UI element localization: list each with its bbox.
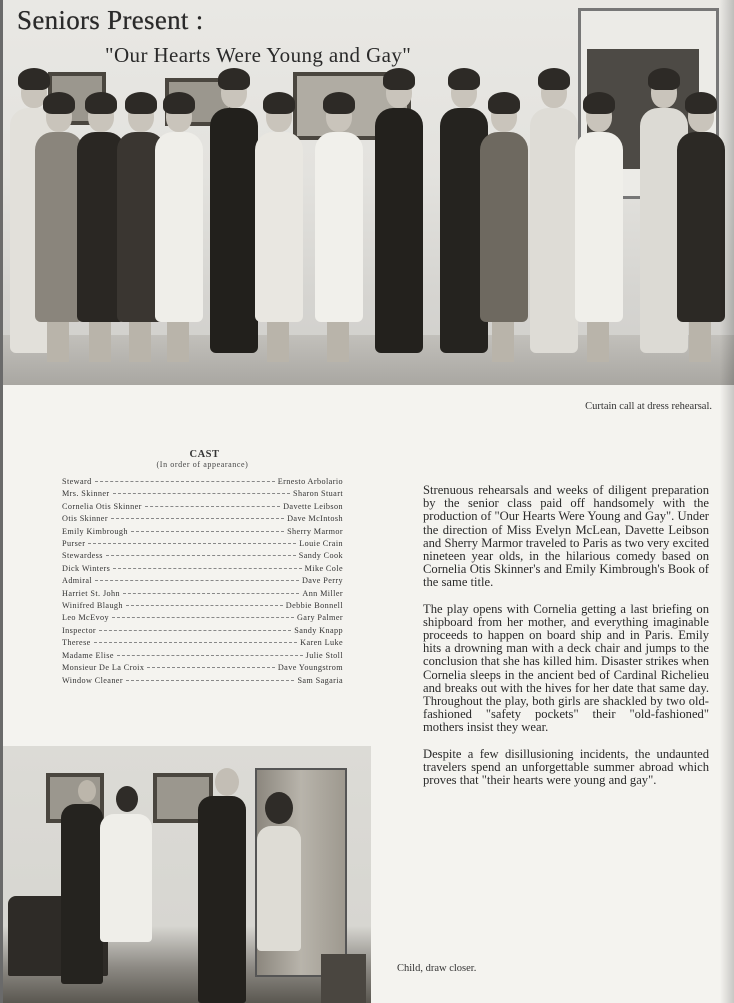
cast-actor: Sherry Marmor (287, 526, 343, 536)
cast-role: Cornelia Otis Skinner (62, 501, 142, 511)
cast-role: Otis Skinner (62, 514, 108, 524)
cast-role: Stewardess (62, 551, 103, 561)
cast-actor: Dave Youngstrom (277, 663, 343, 673)
actor-head (78, 780, 96, 802)
cast-actor: Karen Luke (300, 638, 343, 648)
cast-actor: Mike Cole (304, 563, 343, 573)
dot-leader (117, 655, 303, 656)
cast-role: Window Cleaner (62, 675, 123, 685)
dot-leader (95, 481, 275, 482)
cast-role: Mrs. Skinner (62, 489, 110, 499)
stage-floor (3, 335, 734, 385)
cast-row (62, 675, 343, 687)
cast-row (62, 650, 343, 662)
cast-actor: Julie Stoll (305, 650, 343, 660)
top-photo-caption: Curtain call at dress rehearsal. (585, 401, 712, 412)
dot-leader (113, 568, 301, 569)
cast-actor: Gary Palmer (296, 613, 343, 623)
cast-actor: Sam Sagaria (297, 675, 343, 685)
article-paragraph: Strenuous rehearsals and weeks of diligent preparation by the senior class paid off handsomely with the production of "Our Hearts Were Young and Gay". Under the direction of Miss Evelyn McLean, Davette Leibson and Sherry Marmor traveled to Paris as two very excited nineteen year olds, in the hilarious comedy based on Cornelia Otis Skinner's and Emily Kimbrough's Book of the same title. (423, 483, 709, 590)
cast-actor: Louie Crain (299, 539, 343, 549)
cast-row (62, 600, 343, 612)
cast-actor: Sandy Knapp (294, 625, 343, 635)
cast-role: Dick Winters (62, 563, 111, 573)
cast-role: Steward (62, 477, 92, 486)
cast-subheading: (In order of appearance) (156, 460, 249, 469)
cast-row (62, 538, 343, 550)
cast-role: Harriet St. John (62, 588, 121, 598)
actor-figure (61, 804, 103, 984)
dot-leader (147, 667, 275, 668)
cast-actor: Davette Leibson (283, 501, 343, 511)
cast-row (62, 501, 343, 513)
actor-head (116, 786, 138, 812)
cast-row (62, 612, 343, 624)
cast-row (62, 662, 343, 674)
article-paragraph: Despite a few disillusioning incidents, the undaunted travelers spend an unforgettable summer abroad which proves that "their hearts were young and gay". (423, 746, 709, 788)
cast-role: Inspector (62, 625, 97, 635)
cast-row (62, 550, 343, 562)
cast-role: Leo McEvoy (62, 613, 109, 623)
cast-actor: Ann Miller (302, 588, 343, 598)
dot-leader (123, 593, 299, 594)
actor-figure (257, 826, 301, 951)
cast-actor: Ernesto Arbolario (277, 477, 343, 486)
actor-figure (198, 796, 246, 1003)
dot-leader (113, 493, 290, 494)
cast-row (62, 488, 343, 500)
cast-actor: Dave Perry (301, 576, 343, 586)
article-paragraph: The play opens with Cornelia getting a last briefing on shipboard from her mother, and everything imaginable proceeds to happen on board ship and in Paris. Emily hits a drowning man with a deck chair and jumps to the conclusion that she has killed him. Disaster strikes when Cornelia sleeps in the ancient bed of Cardinal Richelieu and breaks out with the hives for her date that same day. Throughout the play, both girls are shackled by two old-fashioned "safety pockets" their "old-fashioned" mothers insist they wear. (423, 601, 709, 735)
cast-role: Winifred Blaugh (62, 601, 123, 611)
cast-row (62, 513, 343, 525)
cast-role: Admiral (62, 576, 93, 586)
dot-leader (99, 630, 291, 631)
cast-role: Madame Elise (62, 650, 114, 660)
dot-leader (145, 506, 280, 507)
actor-head (215, 768, 239, 796)
cast-row (62, 588, 343, 600)
suitcase (321, 954, 366, 1003)
dot-leader (131, 531, 284, 532)
dot-leader (94, 642, 297, 643)
dot-leader (95, 580, 299, 581)
cast-list (62, 449, 343, 687)
actor-head (265, 792, 293, 824)
cast-actor: Sandy Cook (298, 551, 343, 561)
cast-row (62, 625, 343, 637)
actor-figure (100, 814, 152, 942)
cast-row (62, 526, 343, 538)
dot-leader (106, 555, 296, 556)
cast-role: Monsieur De La Croix (62, 663, 145, 673)
cast-role: Emily Kimbrough (62, 526, 128, 536)
dot-leader (126, 680, 294, 681)
article-body (423, 484, 709, 800)
scene-photo (3, 746, 371, 1003)
cast-row (62, 563, 343, 575)
dot-leader (112, 617, 294, 618)
page-title: Seniors Present : (17, 5, 204, 35)
cast-heading: CAST (189, 449, 220, 460)
page-gutter-shadow (720, 0, 734, 1003)
cast-actor: Sharon Stuart (293, 489, 343, 499)
cast-actor: Debbie Bonnell (285, 601, 343, 611)
cast-role: Purser (62, 539, 86, 549)
cast-row (62, 476, 343, 488)
scene-photo-caption: Child, draw closer. (397, 963, 477, 974)
cast-row (62, 637, 343, 649)
dot-leader (88, 543, 296, 544)
page-subtitle: "Our Hearts Were Young and Gay" (105, 43, 412, 67)
dot-leader (126, 605, 283, 606)
cast-actor: Dave McIntosh (287, 514, 343, 524)
dot-leader (111, 518, 284, 519)
cast-role: Therese (62, 638, 91, 648)
cast-row (62, 575, 343, 587)
